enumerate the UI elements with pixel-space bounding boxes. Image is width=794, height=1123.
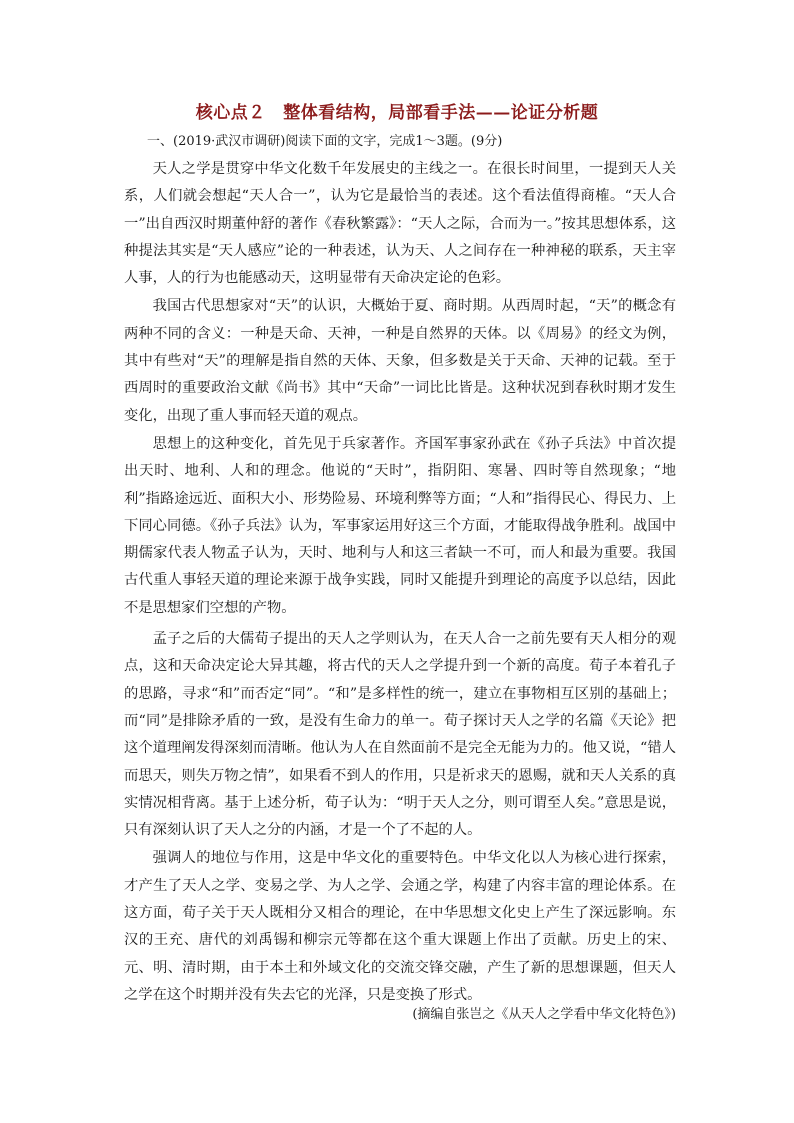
- paragraph-1: 天人之学是贯穿中华文化数千年发展史的主线之一。在很长时间里，一提到天人关系，人们就会想起“天人合一”，认为它是最恰当的表述。这个看法值得商榷。“天人合一”出自西汉时期董仲舒的著作《春秋繁露》：“天人之际，合而为一。”按其思想体系，这种提法其实是“天人感应”论的一种表述，认为天、人之间存在一种神秘的联系，天主宰人事，人的行为也能感动天，这明显带有天命决定论的色彩。: [124, 161, 676, 287]
- paragraph-2: 我国古代思想家对“天”的认识，大概始于夏、商时期。从西周时起，“天”的概念有两种不同的含义：一种是天命、天神，一种是自然界的天体。以《周易》的经文为例，其中有些对“天”的理解是指自然的天体、天象，但多数是关于天命、天神的记载。至于西周时的重要政治文献《尚书》其中“天命”一词比比皆是。这种状况到春秋时期才发生变化，出现了重人事而轻天道的观点。: [124, 298, 676, 424]
- article-body: [124, 156, 676, 1010]
- page-title: 核心点２ 整体看结构，局部看手法——论证分析题: [195, 103, 599, 123]
- paragraph-4: 孟子之后的大儒荀子提出的天人之学则认为，在天人合一之前先要有天人相分的观点，这和天命决定论大异其趣，将古代的天人之学提升到一个新的高度。荀子本着孔子的思路，寻求“和”而否定“同”。“和”是多样性的统一，建立在事物相互区别的基础上；而“同”是排除矛盾的一致，是没有生命力的单一。荀子探讨天人之学的名篇《天论》把这个道理阐发得深刻而清晰。他认为人在自然面前不是完全无能为力的。他又说，“错人而思天，则失万物之情”，如果看不到人的作用，只是祈求天的恩赐，就和天人关系的真实情况相背离。基于上述分析，荀子认为：“明于天人之分，则可谓至人矣。”意思是说，只有深刻认识了天人之分的内涵，才是一个了不起的人。: [124, 631, 676, 839]
- paragraph-3: 思想上的这种变化，首先见于兵家著作。齐国军事家孙武在《孙子兵法》中首次提出天时、地利、人和的理念。他说的“天时”，指阴阳、寒暑、四时等自然现象；“地利”指路途远近、面积大小、形势险易、环境利弊等方面；“人和”指得民心、得民力、上下同心同德。《孙子兵法》认为，军事家运用好这三个方面，才能取得战争胜利。战国中期儒家代表人物孟子认为，天时、地利与人和这三者缺一不可，而人和最为重要。我国古代重人事轻天道的理论来源于战争实践，同时又能提升到理论的高度予以总结，因此不是思想家们空想的产物。: [124, 435, 676, 616]
- question-intro: 一、(2019·武汉市调研)阅读下面的文字，完成1～3题。(9分): [147, 134, 503, 149]
- paragraph-5: 强调人的地位与作用，这是中华文化的重要特色。中华文化以人为核心进行探索，才产生了天人之学、变易之学、为人之学、会通之学，构建了内容丰富的理论体系。在这方面，荀子关于天人既相分又相合的理论，在中华思想文化史上产生了深远影响。东汉的王充、唐代的刘禹锡和柳宗元等都在这个重大课题上作出了贡献。历史上的宋、元、明、清时期，由于本土和外域文化的交流交锋交融，产生了新的思想课题，但天人之学在这个时期并没有失去它的光泽，只是变换了形式。: [124, 850, 676, 1003]
- source-citation: (摘编自张岂之《从天人之学看中华文化特色》): [412, 1007, 676, 1022]
